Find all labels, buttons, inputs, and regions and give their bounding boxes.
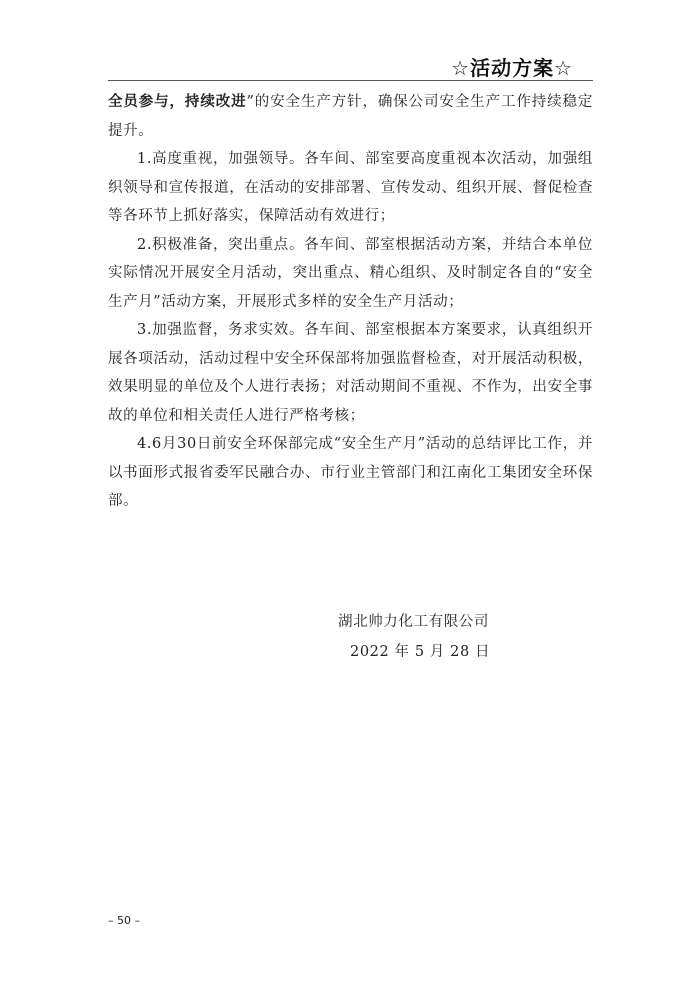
page-number: – 50 – (108, 914, 140, 927)
company-name: 湖北帅力化工有限公司 (338, 614, 489, 630)
paragraph-continuation-text: ”的安全生产方针，确保公司安全生产工作持续稳定提升。 (108, 94, 593, 139)
document-body (108, 88, 593, 516)
policy-slogan: 全员参与，持续改进 (108, 94, 247, 110)
paragraph-item-1: 1.高度重视，加强领导。各车间、部室要高度重视本次活动，加强组织领导和宣传报道，在活动的安排部署、宣传发动、组织开展、督促检查等各环节上抓好落实，保障活动有效进行； (108, 151, 593, 224)
document-date: 2022 年 5 月 28 日 (350, 644, 491, 660)
paragraph-item-4: 4.6月30日前安全环保部完成“安全生产月”活动的总结评比工作，并以书面形式报省委军民融合办、市行业主管部门和江南化工集团安全环保部。 (108, 436, 593, 509)
page-header-title: ☆活动方案☆ (451, 56, 573, 80)
paragraph-item-2: 2.积极准备，突出重点。各车间、部室根据活动方案，并结合本单位实际情况开展安全月活动，突出重点、精心组织、及时制定各自的“安全生产月”活动方案，开展形式多样的安全生产月活动； (108, 236, 593, 310)
header-divider (108, 80, 593, 81)
signature-block (338, 607, 490, 667)
paragraph-item-3: 3.加强监督，务求实效。各车间、部室根据本方案要求，认真组织开展各项活动，活动过程中安全环保部将加强监督检查，对开展活动积极，效果明显的单位及个人进行表扬；对活动期间不重视、不作为，出安全事故的单位和相关责任人进行严格考核； (108, 322, 593, 424)
paragraph-continuation (108, 88, 593, 145)
